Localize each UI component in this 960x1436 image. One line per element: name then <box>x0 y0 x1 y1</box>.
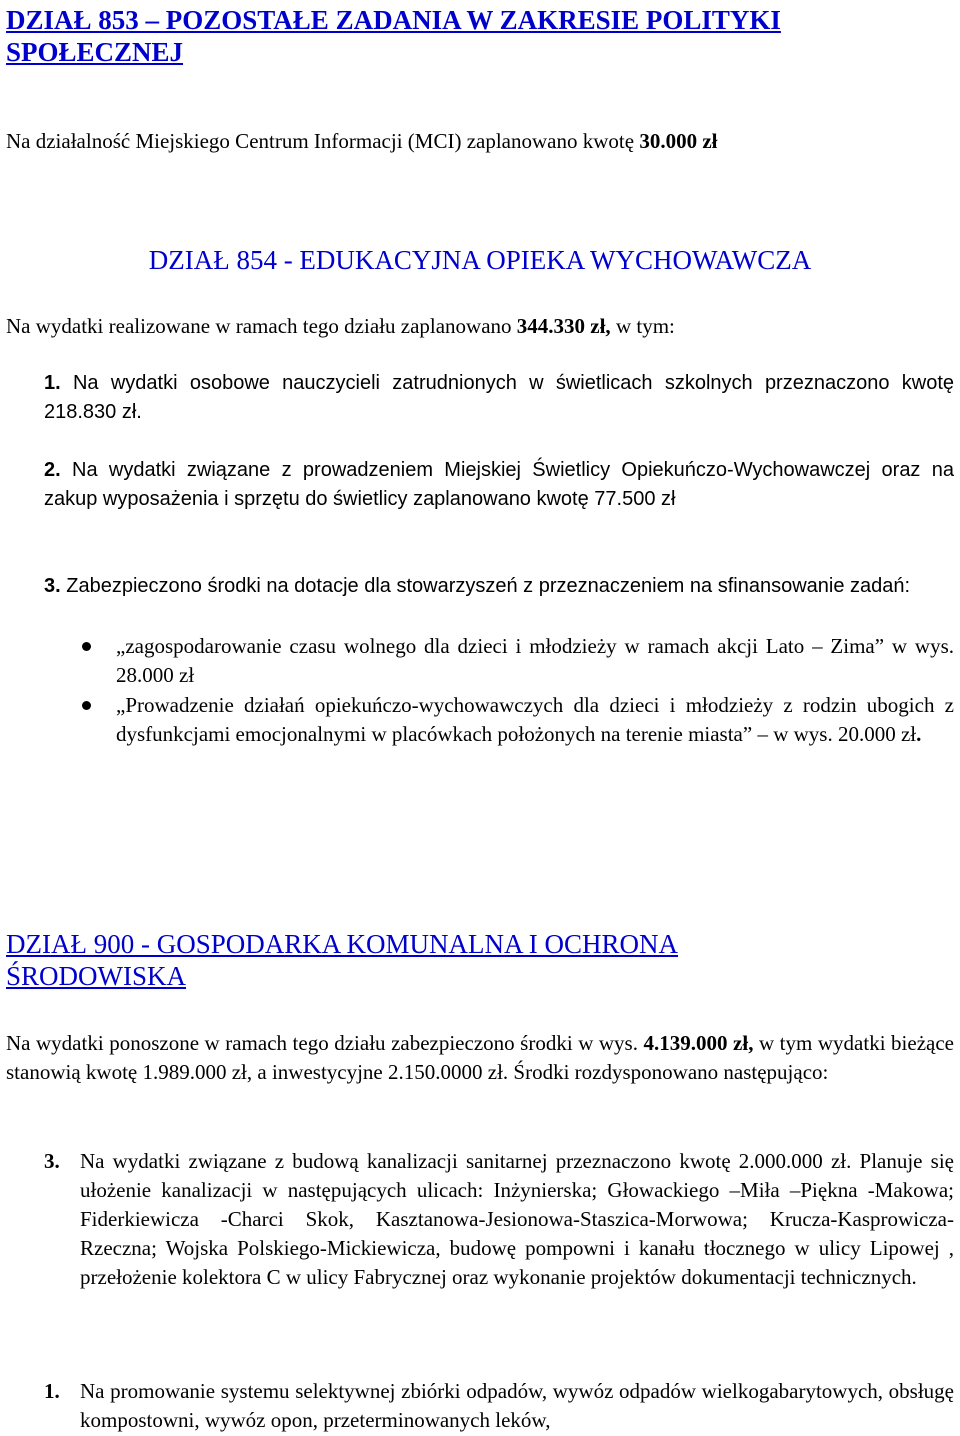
section-900-intro <box>6 1029 954 1087</box>
bullet-text: „Prowadzenie działań opiekuńczo-wychowawczych dla dzieci i młodzieży z rodzin ubogich z dysfunkcjami emocjonalnymi w placówkach położonych na terenie miasta” – w wys. 20.000 zł <box>116 693 954 746</box>
section-900-heading: DZIAŁ 900 - GOSPODARKA KOMUNALNA I OCHRONA ŚRODOWISKA <box>6 929 679 991</box>
item-text: Zabezpieczono środki na dotacje dla stowarzyszeń z przeznaczeniem na sfinansowanie zadań: <box>66 575 911 597</box>
item-text: Na wydatki związane z prowadzeniem Miejskiej Świetlicy Opiekuńczo-Wychowawczej oraz na zakup wyposażenia i sprzętu do świetlicy zaplanowano kwotę 77.500 zł <box>44 459 955 510</box>
section-853-intro-text: Na działalność Miejskiego Centrum Informacji (MCI) zaplanowano kwotę <box>6 129 640 153</box>
bullet-dot <box>82 642 91 651</box>
bullet-dot <box>82 701 91 710</box>
item-number: 3. <box>44 1149 60 1173</box>
section-900-item-3 <box>44 1147 954 1292</box>
section-900-intro-tail: w tym wydatki bieżące stanowią kwotę 1.989.000 zł, a inwestycyjne 2.150.0000 zł. Środki rozdysponowano następująco: <box>6 1031 954 1084</box>
item-number: 1. <box>44 372 61 394</box>
section-853-heading: DZIAŁ 853 – POZOSTAŁE ZADANIA W ZAKRESIE POLITYKI SPOŁECZNEJ <box>6 5 781 67</box>
bullet-item <box>78 691 954 749</box>
bullet-text: „zagospodarowanie czasu wolnego dla dzieci i młodzieży w ramach akcji Lato – Zima” w wys. 28.000 zł <box>116 634 954 687</box>
section-854-heading: DZIAŁ 854 - EDUKACYJNA OPIEKA WYCHOWAWCZA <box>148 245 812 275</box>
section-854-item-3 <box>44 572 954 601</box>
item-text: Na promowanie systemu selektywnej zbiórki odpadów, wywóz odpadów wielkogabarytowych, obsługę kompostowni, wywóz opon, przeterminowanych leków, <box>80 1379 954 1432</box>
bullet-tail: . <box>916 722 922 746</box>
section-854-intro <box>6 312 954 341</box>
section-854-intro-text: Na wydatki realizowane w ramach tego działu zaplanowano <box>6 314 517 338</box>
section-853-amount: 30.000 zł <box>639 129 718 153</box>
item-number: 2. <box>44 459 61 481</box>
item-number: 1. <box>44 1379 60 1403</box>
section-900-amount: 4.139.000 zł, <box>643 1031 754 1055</box>
section-854-amount: 344.330 zł, <box>516 314 611 338</box>
section-900-intro-text: Na wydatki ponoszone w ramach tego działu zabezpieczono środki w wys. <box>6 1031 644 1055</box>
bullet-item <box>78 632 954 690</box>
item-text: Na wydatki osobowe nauczycieli zatrudnionych w świetlicach szkolnych przeznaczono kwotę 218.830 zł. <box>44 372 954 423</box>
section-854-item-1 <box>44 369 954 427</box>
section-853-intro <box>6 127 954 156</box>
section-900-item-1 <box>44 1377 954 1435</box>
section-854-item-2 <box>44 456 954 514</box>
item-text: Na wydatki związane z budową kanalizacji sanitarnej przeznaczono kwotę 2.000.000 zł. Planuje się ułożenie kanalizacji w następujących ulicach: Inżynierska; Głowackiego –Miła –Piękna -Makowa; Fiderkiewicza -Charci Skok, Kasztanowa-Jesionowa-Staszica-Morwowa; Krucza-Kasprowicza-Rzeczna; Wojska Polskiego-Mickiewicza, budowę pompowni i kanału tłocznego w ulicy Lipowej , przełożenie kolektora C w ulicy Fabrycznej oraz wykonanie projektów dokumentacji technicznych. <box>80 1149 954 1289</box>
item-number: 3. <box>44 575 61 597</box>
section-854-intro-tail: w tym: <box>610 314 675 338</box>
